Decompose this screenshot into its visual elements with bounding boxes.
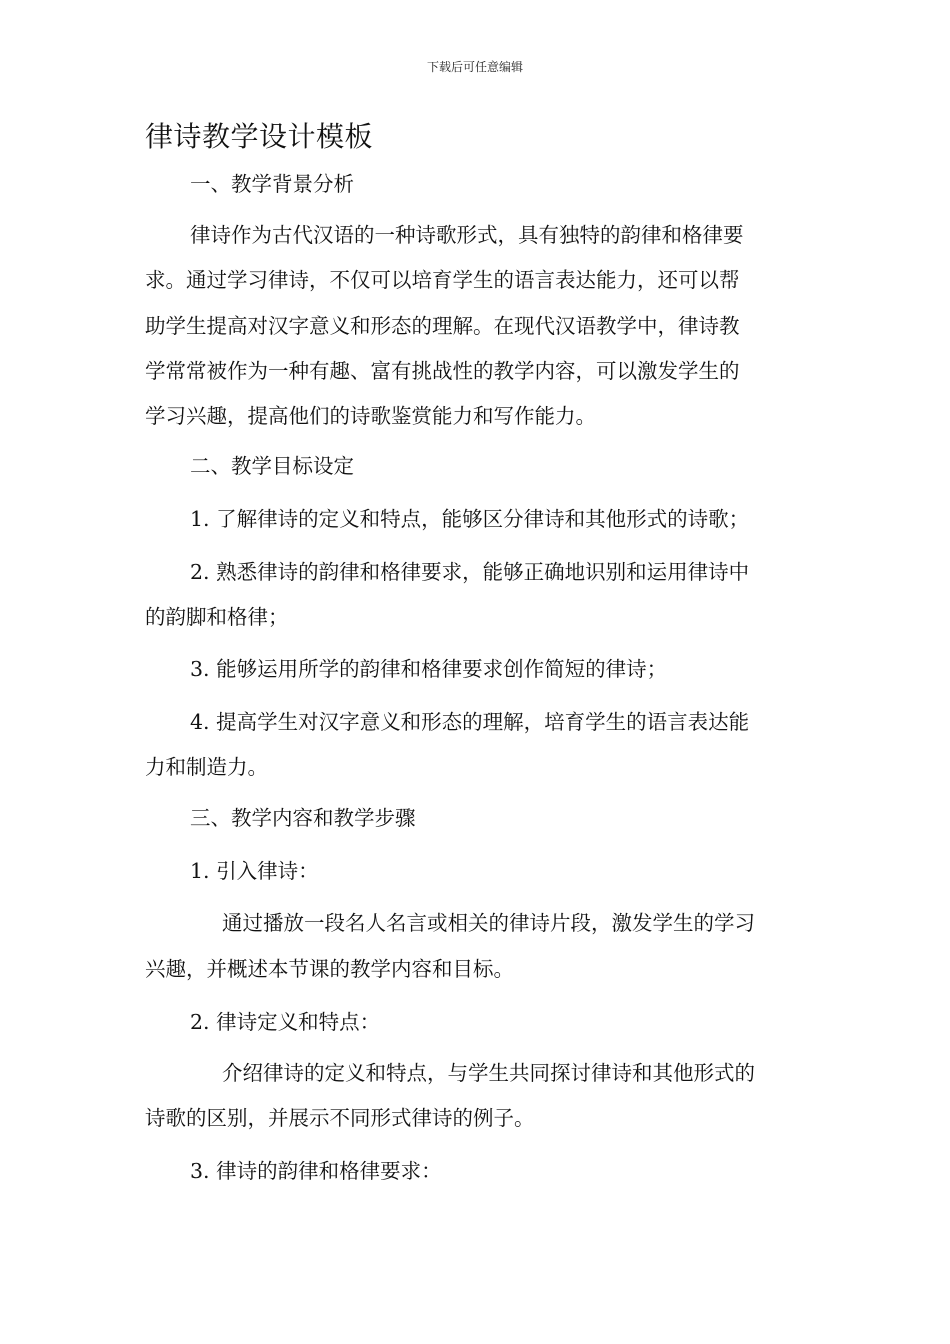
step-heading: 2. 律诗定义和特点： <box>190 1010 381 1034</box>
section-heading-content: 三、教学内容和教学步骤 <box>190 806 416 830</box>
step-description-continuation: 兴趣，并概述本节课的教学内容和目标。 <box>145 957 514 981</box>
list-item: 2. 熟悉律诗的韵律和格律要求，能够正确地识别和运用律诗中 <box>190 560 750 584</box>
step-heading: 3. 律诗的韵律和格律要求： <box>190 1159 442 1183</box>
section-heading-goals: 二、教学目标设定 <box>190 454 354 478</box>
document-title: 律诗教学设计模板 <box>145 120 374 153</box>
step-description: 介绍律诗的定义和特点，与学生共同探讨律诗和其他形式的 <box>222 1061 755 1085</box>
paragraph-line: 律诗作为古代汉语的一种诗歌形式，具有独特的韵律和格律要 <box>190 223 744 247</box>
step-heading: 1. 引入律诗： <box>190 859 319 883</box>
section-heading-background: 一、教学背景分析 <box>190 172 354 196</box>
header-note: 下载后可任意编辑 <box>426 60 523 74</box>
paragraph-line: 学习兴趣，提高他们的诗歌鉴赏能力和写作能力。 <box>145 404 596 428</box>
list-item: 4. 提高学生对汉字意义和形态的理解，培育学生的语言表达能 <box>190 710 750 734</box>
list-item-continuation: 力和制造力。 <box>145 755 268 779</box>
step-description-continuation: 诗歌的区别，并展示不同形式律诗的例子。 <box>145 1106 535 1130</box>
list-item: 3. 能够运用所学的韵律和格律要求创作简短的律诗； <box>190 657 668 681</box>
list-item: 1. 了解律诗的定义和特点，能够区分律诗和其他形式的诗歌； <box>190 507 750 531</box>
paragraph-line: 求。通过学习律诗，不仅可以培育学生的语言表达能力，还可以帮 <box>145 268 740 292</box>
paragraph-line: 助学生提高对汉字意义和形态的理解。在现代汉语教学中，律诗教 <box>145 314 740 338</box>
paragraph-line: 学常常被作为一种有趣、富有挑战性的教学内容，可以激发学生的 <box>145 359 740 383</box>
step-description: 通过播放一段名人名言或相关的律诗片段，激发学生的学习 <box>222 911 755 935</box>
list-item-continuation: 的韵脚和格律； <box>145 605 289 629</box>
